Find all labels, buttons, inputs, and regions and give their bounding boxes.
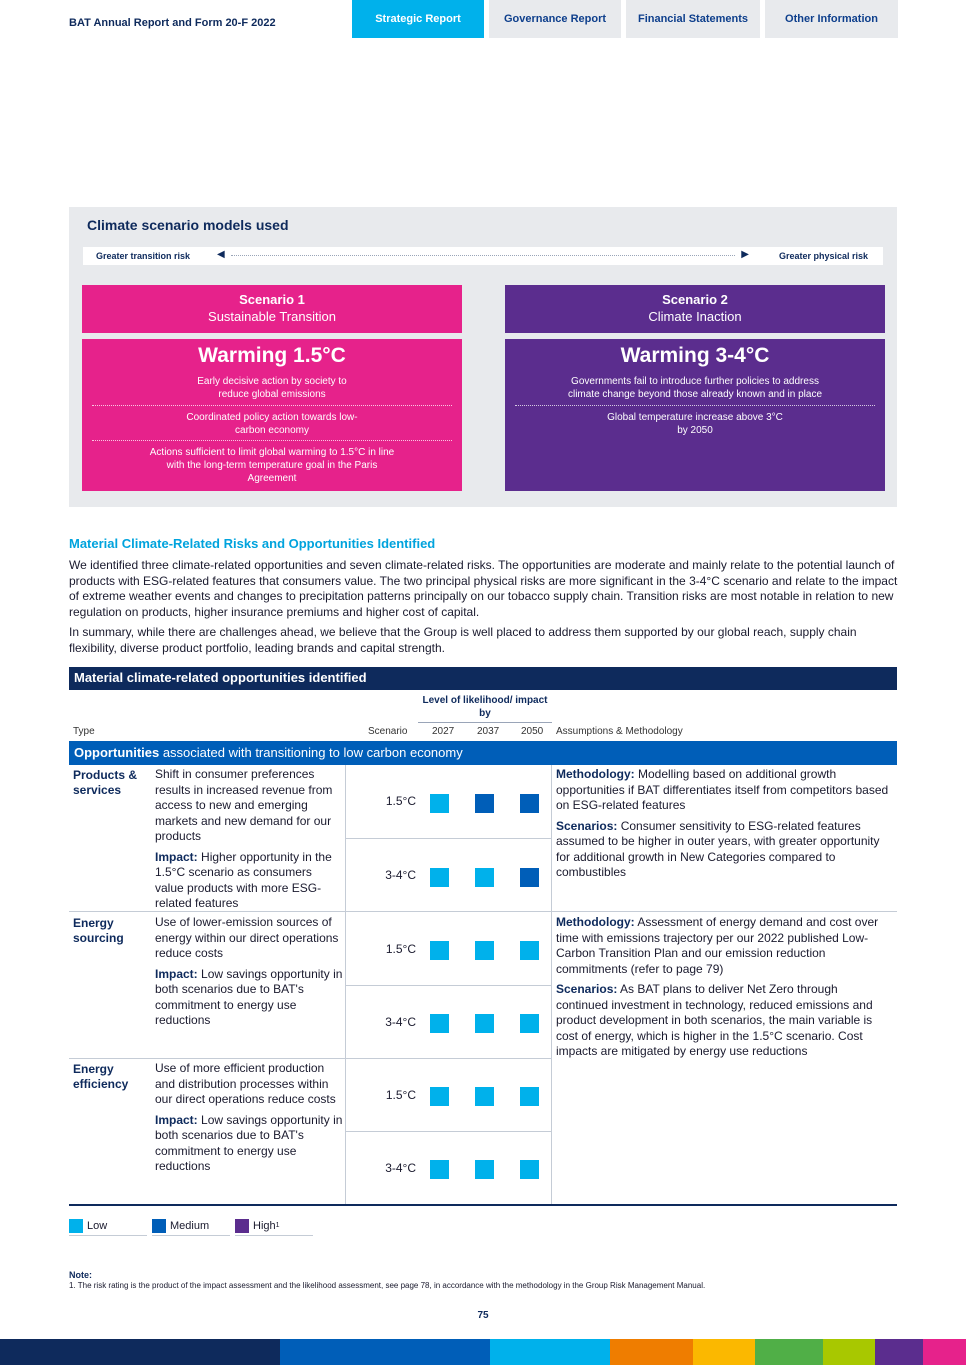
- level-square: [520, 1160, 539, 1179]
- level-square: [475, 794, 494, 813]
- row-desc-text: Shift in consumer preferences results in increased revenue from access to new and emerging markets and new demand for our products: [155, 767, 333, 843]
- tab-other-information[interactable]: Other Information: [765, 0, 898, 38]
- scenarios-label: Scenarios:: [556, 818, 618, 833]
- row-type-label: Products & services: [73, 768, 138, 797]
- col-header-year: 2037: [477, 726, 500, 737]
- color-segment: [875, 1339, 923, 1365]
- level-square: [430, 1160, 449, 1179]
- legend-high: [235, 1216, 313, 1236]
- methodology-text: Modelling based on additional growth opportunities if BAT differentiates itself from competitors based on ESG-related features: [556, 767, 889, 812]
- row-description: [155, 767, 343, 912]
- scenario-cell: 3-4°C: [385, 1015, 416, 1029]
- scenario-cell: 1.5°C: [385, 794, 416, 808]
- note-text: 1. The risk rating is the product of the impact assessment and the likelihood assessment, see page 78, in accordance with the methodology in the Group Risk Management Manual.: [69, 1281, 706, 1290]
- body-paragraph: In summary, while there are challenges ahead, we believe that the Group is well placed to address them supported by our global reach, supply chain flexibility, diverse product portfolio, leading brands and capital strength.: [69, 625, 857, 655]
- legend-swatch: [69, 1219, 83, 1233]
- risk-spectrum-bar: [83, 247, 883, 265]
- scenario-1-item: Actions sufficient to limit global warming to 1.5°C in line with the long-term temperature goal in the Paris Agreement: [149, 447, 395, 484]
- page-number: 75: [477, 1310, 489, 1321]
- level-square: [430, 868, 449, 887]
- table-bottom-rule: [69, 1204, 897, 1206]
- level-square: [475, 868, 494, 887]
- scenario-1-name: Sustainable Transition: [208, 309, 336, 324]
- scenario-2-warming: Warming 3-4°C: [620, 344, 770, 367]
- row-description: [155, 1061, 343, 1175]
- col-divider: [551, 765, 552, 1204]
- color-segment: [280, 1339, 490, 1365]
- scenario-2-number: Scenario 2: [662, 292, 728, 307]
- row-type-label: Energy efficiency: [73, 1062, 129, 1091]
- scenarios-label: Scenarios:: [556, 982, 618, 996]
- opportunities-band-bold: Opportunities: [74, 745, 160, 760]
- row-divider: [345, 985, 551, 986]
- impact-text: Low savings opportunity in both scenarios due to BAT's commitment to energy use reductions: [155, 966, 343, 1027]
- scenario-2-header: [505, 285, 885, 333]
- row-divider: [69, 1058, 551, 1059]
- report-title: BAT Annual Report and Form 20-F 2022: [69, 17, 276, 29]
- climate-scenario-panel: [69, 207, 897, 507]
- scenario-1-warming: Warming 1.5°C: [198, 344, 346, 367]
- col-header-assumptions: Assumptions & Methodology: [556, 726, 683, 737]
- level-square: [430, 941, 449, 960]
- row-divider: [345, 838, 551, 839]
- tab-strategic-report[interactable]: Strategic Report: [352, 0, 484, 38]
- note-title: Note:: [69, 1270, 92, 1280]
- scenario-1-body: [82, 339, 462, 491]
- likelihood-header: Level of likelihood/ impact by: [418, 694, 552, 723]
- col-header-type: Type: [73, 726, 95, 737]
- level-square: [520, 868, 539, 887]
- level-square: [430, 1087, 449, 1106]
- arrow-right-icon: ▶: [741, 249, 749, 260]
- risk-dotted-line: [231, 255, 735, 256]
- row-type-label: Energy sourcing: [73, 916, 124, 945]
- scenario-panel-heading: Climate scenario models used: [87, 217, 289, 233]
- scenario-1-item: Early decisive action by society to reduce global emissions: [92, 368, 452, 406]
- scenario-2-body: [505, 339, 885, 491]
- opportunities-band: [69, 741, 897, 765]
- level-square: [520, 1014, 539, 1033]
- row-desc-text: Use of more efficient production and distribution processes within our direct operations reduce costs: [155, 1061, 336, 1106]
- footer-color-bar: [0, 1339, 966, 1365]
- row-divider: [345, 1131, 551, 1132]
- table-title: Material climate-related opportunities identified: [69, 667, 897, 690]
- scenario-cell: 3-4°C: [385, 868, 416, 882]
- legend-high-label: High: [253, 1219, 276, 1232]
- legend-medium-label: Medium: [170, 1219, 210, 1232]
- scenario-cell: 1.5°C: [385, 942, 416, 956]
- row-methodology: [556, 767, 892, 881]
- scenarios-text: Consumer sensitivity to ESG-related features assumed to be higher in outer years, with greater opportunity for additional growth in New Categories compared to combustibles: [556, 818, 880, 879]
- methodology-text: Assessment of energy demand and cost over time with emissions trajectory per our 2022 published Low-Carbon Transition Plan and our emission reduction commitments (refer to page 79): [556, 915, 879, 976]
- level-square: [475, 1014, 494, 1033]
- impact-label: Impact:: [155, 966, 198, 981]
- impact-label: Impact:: [155, 849, 198, 864]
- level-square: [520, 941, 539, 960]
- col-header-scenario: Scenario: [368, 726, 408, 737]
- impact-text: Higher opportunity in the 1.5°C scenario as consumers value products with more ESG-related features: [155, 849, 332, 910]
- impact-label: Impact:: [155, 1112, 198, 1127]
- row-desc-text: Use of lower-emission sources of energy within our direct operations reduce costs: [155, 915, 339, 960]
- color-segment: [610, 1339, 693, 1365]
- section-tabs: [352, 0, 898, 38]
- risk-left-label: Greater transition risk: [96, 251, 191, 261]
- legend-swatch: [235, 1219, 249, 1233]
- color-segment: [923, 1339, 966, 1365]
- scenario-2-name: Climate Inaction: [648, 309, 742, 324]
- legend-low: [69, 1216, 147, 1236]
- level-square: [520, 1087, 539, 1106]
- body-paragraph: We identified three climate-related opportunities and seven climate-related risks. The opportunities are moderate and mainly relate to the potential launch of products with ESG-related features that consumers value. The two principal physical risks are more significant in the 3-4°C scenario and relate to the impact of extreme weather events and changes to precipitation patterns principally on our tobacco supply chain. Transition risks are most notable in relation to new regulation on products, higher insurance premiums and higher cost of capital.: [69, 558, 898, 619]
- scenario-1-header: [82, 285, 462, 333]
- scenarios-text: As BAT plans to deliver Net Zero through continued investment in technology, reduced emissions and product development in both scenarios, the main variable is cost of energy, which is higher in the 1.5°C scenario. Cost impacts are mitigated by energy use reductions: [556, 982, 873, 1058]
- impact-text: Low savings opportunity in both scenarios due to BAT's commitment to energy use reductions: [155, 1112, 343, 1173]
- scenario-1-number: Scenario 1: [239, 292, 305, 307]
- col-header-year: 2027: [432, 726, 455, 737]
- methodology-label: Methodology:: [556, 915, 635, 929]
- color-segment: [823, 1339, 875, 1365]
- scenario-cell: 1.5°C: [385, 1088, 416, 1102]
- section-title: Material Climate-Related Risks and Opportunities Identified: [69, 536, 436, 551]
- scenario-2-item: Governments fail to introduce further policies to address climate change beyond those already known and in place: [515, 368, 875, 406]
- scenario-1-item: Coordinated policy action towards low-carbon economy: [92, 406, 452, 441]
- color-segment: [755, 1339, 823, 1365]
- tab-financial-statements[interactable]: Financial Statements: [626, 0, 760, 38]
- scenario-cell: 3-4°C: [385, 1161, 416, 1175]
- level-square: [475, 1087, 494, 1106]
- tab-governance-report[interactable]: Governance Report: [489, 0, 621, 38]
- opportunities-band-text: associated with transitioning to low carbon economy: [159, 745, 463, 760]
- level-square: [475, 941, 494, 960]
- legend-footnote-marker: 1: [275, 1222, 280, 1229]
- level-square: [430, 1014, 449, 1033]
- col-header-year: 2050: [521, 726, 544, 737]
- methodology-label: Methodology:: [556, 767, 635, 781]
- legend-swatch: [152, 1219, 166, 1233]
- arrow-left-icon: ◀: [217, 249, 225, 260]
- row-description: [155, 915, 343, 1029]
- color-segment: [693, 1339, 755, 1365]
- legend-low-label: Low: [87, 1219, 108, 1232]
- row-methodology: [556, 915, 892, 1060]
- level-square: [475, 1160, 494, 1179]
- color-segment: [0, 1339, 280, 1365]
- level-square: [520, 794, 539, 813]
- scenario-2-item: Global temperature increase above 3°C by 2050: [607, 412, 783, 436]
- level-square: [430, 794, 449, 813]
- risk-right-label: Greater physical risk: [778, 251, 868, 261]
- color-segment: [490, 1339, 610, 1365]
- legend-medium: [152, 1216, 230, 1236]
